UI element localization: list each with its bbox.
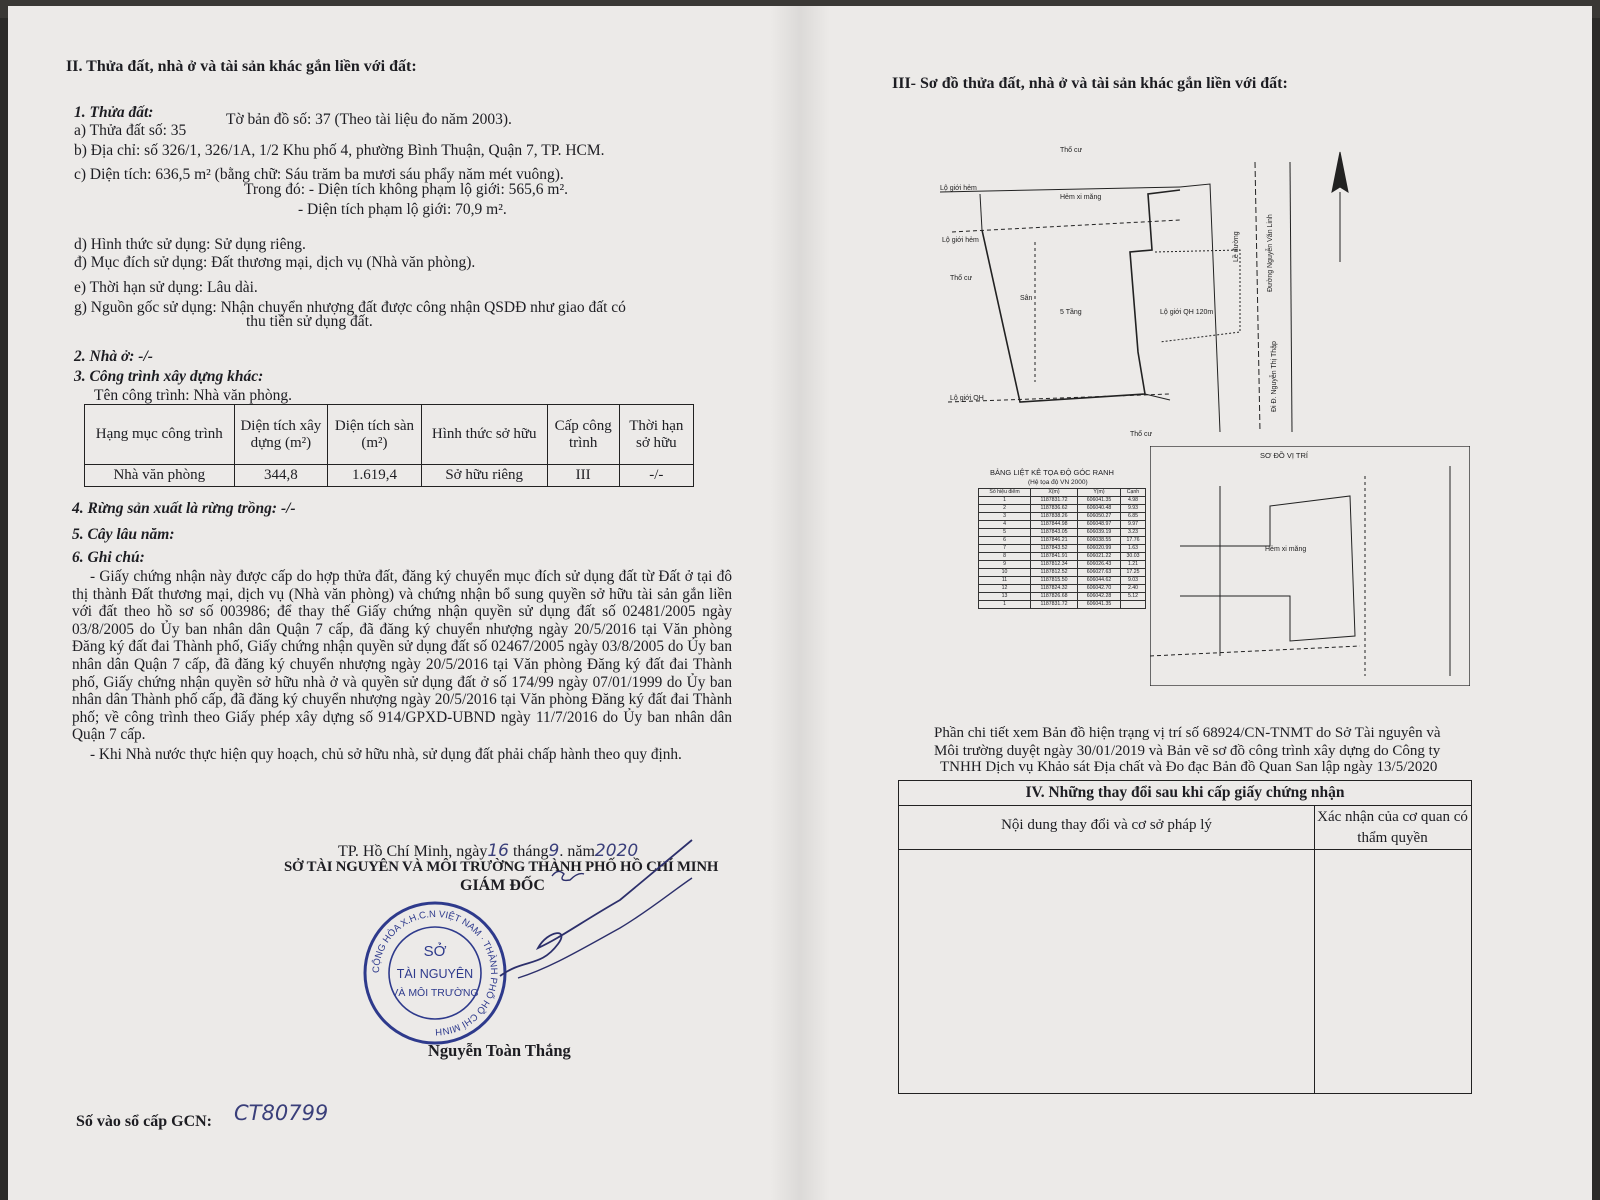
coord-cell: 6	[979, 537, 1031, 545]
map-label: Lộ giới hẻm	[942, 237, 979, 244]
coord-cell: 606048.97	[1077, 521, 1120, 529]
coord-cell: 606027.63	[1077, 569, 1120, 577]
coord-cell: 1187836.62	[1031, 505, 1078, 513]
area-not-road-reserve: Trong đó: - Diện tích không phạm lộ giới: 565,6 m².	[244, 181, 568, 198]
plot-diagram	[940, 132, 1360, 452]
coord-cell: 606044.62	[1077, 577, 1120, 585]
coord-cell: 1187826.68	[1031, 593, 1078, 601]
coord-cell: 1187815.50	[1031, 577, 1078, 585]
header-cell: Cấp công trình	[547, 405, 619, 465]
land-plot-title: 1. Thửa đất:	[74, 104, 154, 121]
issuing-agency: SỞ TÀI NGUYÊN VÀ MÔI TRƯỜNG THÀNH PHỐ HỒ CHÍ MINH	[284, 859, 719, 875]
coord-cell: 6.85	[1120, 513, 1145, 521]
coord-cell: 1187838.26	[1031, 513, 1078, 521]
coord-cell: 17.25	[1120, 569, 1145, 577]
coord-row	[979, 513, 1146, 521]
map-label: Thổ cư	[1130, 431, 1153, 438]
date-month-label: tháng	[512, 843, 549, 860]
map-label: SƠ ĐỒ VỊ TRÍ	[1260, 451, 1308, 460]
area: c) Diện tích: 636,5 m² (bằng chữ: Sáu trăm ba mươi sáu phẩy năm mét vuông).	[74, 166, 564, 183]
coord-cell: 1187843.52	[1031, 545, 1078, 553]
director-title: GIÁM ĐỐC	[460, 877, 545, 894]
usage-origin-cont: thu tiền sử dụng đất.	[246, 313, 373, 330]
works-table-header	[85, 405, 694, 465]
header-cell: Hình thức sở hữu	[421, 405, 547, 465]
note-paragraph: - Giấy chứng nhận này được cấp do hợp thửa đất, đăng ký chuyển mục đích sử dụng đất từ Đất ở tại đô thị thành Đất thương mại, dịch vụ (Nhà văn phòng) và chứng nhận bổ sung quyền sở hữu tài sản gắn liền với đất theo hồ sơ số 003986; để thay thế Giấy chứng nhận quyền sử dụng đất số 02481/2005 ngày 03/8/2005 do Ủy ban nhân dân Quận 7 cấp, đã đăng ký chuyển nhượng ngày 20/5/2016 tại Văn phòng Đăng ký đất đai Thành phố, Giấy chứng nhận quyền sử dụng đất số 02467/2005 ngày 03/8/2005 do Ủy ban nhân dân Quận 7 cấp, đã đăng ký chuyển nhượng ngày 20/5/2016 tại Văn phòng Đăng ký đất đai Thành phố, Giấy chứng nhận quyền sở hữu nhà ở và quyền sử dụng đất ở số 174/99 ngày 07/01/1999 do Ủy ban nhân dân Thành phố cấp, đã đăng ký chuyển nhượng ngày 20/5/2016 tại Văn phòng Đăng ký đất đai Thành phố; về công trình theo Giấy phép xây dựng số 914/GPXD-UBND ngày 11/7/2016 do Ủy ban nhân dân Quận 7 cấp.	[72, 568, 732, 744]
coord-cell: 606041.35	[1077, 601, 1120, 609]
coord-cell: 606021.22	[1077, 553, 1120, 561]
table-cell: -/-	[619, 465, 693, 487]
coord-cell: 10	[979, 569, 1031, 577]
coord-cell: 1	[979, 497, 1031, 505]
coord-header: Số hiệu điểm	[979, 489, 1031, 497]
perennial-title: 5. Cây lâu năm:	[72, 526, 175, 543]
coord-cell: 606040.48	[1077, 505, 1120, 513]
detail-note-line: Môi trường duyệt ngày 30/01/2019 và Bản vẽ sơ đồ công trình xây dựng do Công ty	[934, 743, 1441, 759]
coord-cell: 9.93	[1120, 505, 1145, 513]
date-prefix: TP. Hồ Chí Minh, ngày	[338, 843, 488, 860]
changes-title: IV. Những thay đổi sau khi cấp giấy chứng nhận	[899, 781, 1471, 806]
header-cell: Diện tích xây dựng (m²)	[234, 405, 328, 465]
coord-cell: 3.23	[1120, 529, 1145, 537]
table-cell: 344,8	[234, 465, 328, 487]
coord-row	[979, 497, 1146, 505]
seal-text: VÀ MÔI TRƯỜNG	[391, 987, 479, 999]
coord-cell: 606041.35	[1077, 497, 1120, 505]
coord-cell: 3	[979, 513, 1031, 521]
coordinate-table	[978, 488, 1146, 609]
coord-cell: 9.03	[1120, 577, 1145, 585]
coord-cell: 2.40	[1120, 585, 1145, 593]
section-3-title: III- Sơ đồ thửa đất, nhà ở và tài sản khác gắn liền với đất:	[892, 75, 1288, 92]
coord-row	[979, 593, 1146, 601]
usage-term: e) Thời hạn sử dụng: Lâu dài.	[74, 279, 258, 296]
usage-origin: g) Nguồn gốc sử dụng: Nhận chuyển nhượng đất được công nhận QSDĐ như giao đất có	[74, 299, 626, 316]
north-arrow-icon	[1332, 152, 1348, 262]
map-label: Đi Đ. Nguyễn Thị Thập	[1271, 341, 1278, 412]
coord-row	[979, 561, 1146, 569]
table-cell: III	[547, 465, 619, 487]
coord-cell: 9.97	[1120, 521, 1145, 529]
coord-header-row	[979, 489, 1146, 497]
coord-row	[979, 521, 1146, 529]
coord-row	[979, 505, 1146, 513]
coord-cell: 5	[979, 529, 1031, 537]
plot-number: a) Thửa đất số: 35	[74, 122, 187, 139]
map-label: 5 Tầng	[1060, 309, 1082, 316]
seal-ring-text: CỘNG HÒA X.H.C.N VIỆT NAM · THÀNH PHỐ HỒ CHÍ MINH	[370, 908, 500, 1038]
map-label: Lộ giới QH 120m	[1160, 309, 1214, 316]
header-cell: Hạng mục công trình	[85, 405, 235, 465]
coord-row	[979, 545, 1146, 553]
changes-confirm-header: Xác nhận của cơ quan có thẩm quyền	[1317, 809, 1468, 846]
usage-form: d) Hình thức sử dụng: Sử dụng riêng.	[74, 236, 306, 253]
coord-cell: 7	[979, 545, 1031, 553]
other-works-title: 3. Công trình xây dựng khác:	[74, 368, 264, 385]
map-label: Hẻm xi măng	[1060, 194, 1102, 201]
date-month: 9	[548, 841, 560, 861]
section-2-title: II. Thửa đất, nhà ở và tài sản khác gắn liền với đất:	[66, 58, 417, 75]
coord-cell: 4	[979, 521, 1031, 529]
register-number: CT80799	[234, 1101, 329, 1125]
table-cell: Nhà văn phòng	[85, 465, 235, 487]
note-paragraph: - Khi Nhà nước thực hiện quy hoạch, chủ sở hữu nhà, sử dụng đất phải chấp hành theo quy định.	[90, 745, 682, 763]
coord-cell: 606039.19	[1077, 529, 1120, 537]
coord-cell: 8	[979, 553, 1031, 561]
map-label: Thổ cư	[1060, 147, 1083, 154]
coord-cell: 606038.55	[1077, 537, 1120, 545]
coord-cell: 30.03	[1120, 553, 1145, 561]
coord-cell: 1187812.52	[1031, 569, 1078, 577]
coord-cell: 1187844.98	[1031, 521, 1078, 529]
date-year: 2020	[594, 841, 639, 861]
register-label: Số vào sổ cấp GCN:	[76, 1113, 213, 1130]
works-table	[84, 404, 694, 487]
usage-purpose: đ) Mục đích sử dụng: Đất thương mại, dịch vụ (Nhà văn phòng).	[74, 254, 476, 271]
signer-name: Nguyễn Toàn Thắng	[428, 1041, 571, 1060]
coord-cell: 1.63	[1120, 545, 1145, 553]
table-cell: 1.619,4	[328, 465, 422, 487]
coord-cell: 1187843.05	[1031, 529, 1078, 537]
coord-cell: 1187831.72	[1031, 497, 1078, 505]
seal-text: TÀI NGUYÊN	[396, 967, 474, 981]
detail-note-line: TNHH Dịch vụ Khảo sát Địa chất và Đo đạc Bản đồ Quan San lập ngày 13/5/2020	[940, 759, 1438, 775]
coord-cell: 606020.99	[1077, 545, 1120, 553]
map-sheet-number: Tờ bản đồ số: 37 (Theo tài liệu đo năm 2003).	[226, 111, 512, 128]
signature	[430, 818, 730, 998]
coord-cell: 1187831.72	[1031, 601, 1078, 609]
coord-cell: 11	[979, 577, 1031, 585]
map-label: Lề đường	[1233, 231, 1240, 262]
location-map	[1150, 446, 1470, 686]
coord-cell: 17.76	[1120, 537, 1145, 545]
coord-cell: 1.21	[1120, 561, 1145, 569]
coord-cell	[1120, 601, 1145, 609]
map-label: Thổ cư	[950, 275, 973, 282]
coord-cell: 13	[979, 593, 1031, 601]
date-day: 16	[487, 841, 509, 861]
map-label: Sân	[1020, 295, 1033, 302]
coord-cell: 606026.43	[1077, 561, 1120, 569]
seal-text: SỞ	[423, 943, 447, 960]
changes-table	[898, 780, 1472, 1094]
coord-cell: 5.12	[1120, 593, 1145, 601]
date-year-label: . năm	[559, 843, 595, 860]
map-label: Hẻm xi măng	[1265, 546, 1307, 553]
coord-cell: 606050.27	[1077, 513, 1120, 521]
detail-note-line: Phần chi tiết xem Bản đồ hiện trạng vị trí số 68924/CN-TNMT do Sở Tài nguyên và	[934, 725, 1441, 741]
coord-row	[979, 577, 1146, 585]
table-row	[85, 465, 694, 487]
works-name: Tên công trình: Nhà văn phòng.	[94, 387, 293, 404]
coord-row	[979, 529, 1146, 537]
coord-table-title: BẢNG LIỆT KÊ TỌA ĐỘ GÓC RANH	[990, 468, 1114, 477]
page-fold	[770, 6, 830, 1200]
coord-cell: 4.98	[1120, 497, 1145, 505]
map-label: Đường Nguyễn Văn Linh	[1267, 214, 1274, 292]
header-cell: Thời hạn sở hữu	[619, 405, 693, 465]
changes-column-divider	[899, 805, 1315, 1093]
coord-cell: 1187824.32	[1031, 585, 1078, 593]
house-title: 2. Nhà ở: -/-	[74, 348, 153, 365]
forest-title: 4. Rừng sản xuất là rừng trồng: -/-	[72, 500, 296, 517]
coord-cell: 9	[979, 561, 1031, 569]
coord-cell: 1187841.91	[1031, 553, 1078, 561]
coord-cell: 606042.70	[1077, 585, 1120, 593]
coord-header: Y(m)	[1077, 489, 1120, 497]
address: b) Địa chỉ: số 326/1, 326/1A, 1/2 Khu phố 4, phường Bình Thuận, Quận 7, TP. HCM.	[74, 142, 605, 159]
coord-cell: 1187846.21	[1031, 537, 1078, 545]
table-cell: Sở hữu riêng	[421, 465, 547, 487]
map-label: Lộ giới hẻm	[940, 185, 977, 192]
map-label: Lộ giới QH	[950, 395, 984, 402]
coord-row	[979, 537, 1146, 545]
notes-body	[72, 568, 732, 764]
coord-row	[979, 601, 1146, 609]
coord-row	[979, 553, 1146, 561]
coord-row	[979, 585, 1146, 593]
coord-cell: 1187812.34	[1031, 561, 1078, 569]
coord-table-subtitle: (Hệ tọa độ VN 2000)	[1028, 479, 1088, 486]
coord-header: Cạnh	[1120, 489, 1145, 497]
coord-cell: 12	[979, 585, 1031, 593]
coord-header: X(m)	[1031, 489, 1078, 497]
coord-cell: 1	[979, 601, 1031, 609]
coord-cell: 2	[979, 505, 1031, 513]
changes-content-header: Nội dung thay đổi và cơ sở pháp lý	[1001, 817, 1212, 833]
header-cell: Diện tích sàn (m²)	[328, 405, 422, 465]
coord-cell: 606042.28	[1077, 593, 1120, 601]
area-road-reserve: - Diện tích phạm lộ giới: 70,9 m².	[298, 201, 507, 218]
notes-title: 6. Ghi chú:	[72, 549, 145, 566]
coord-row	[979, 569, 1146, 577]
